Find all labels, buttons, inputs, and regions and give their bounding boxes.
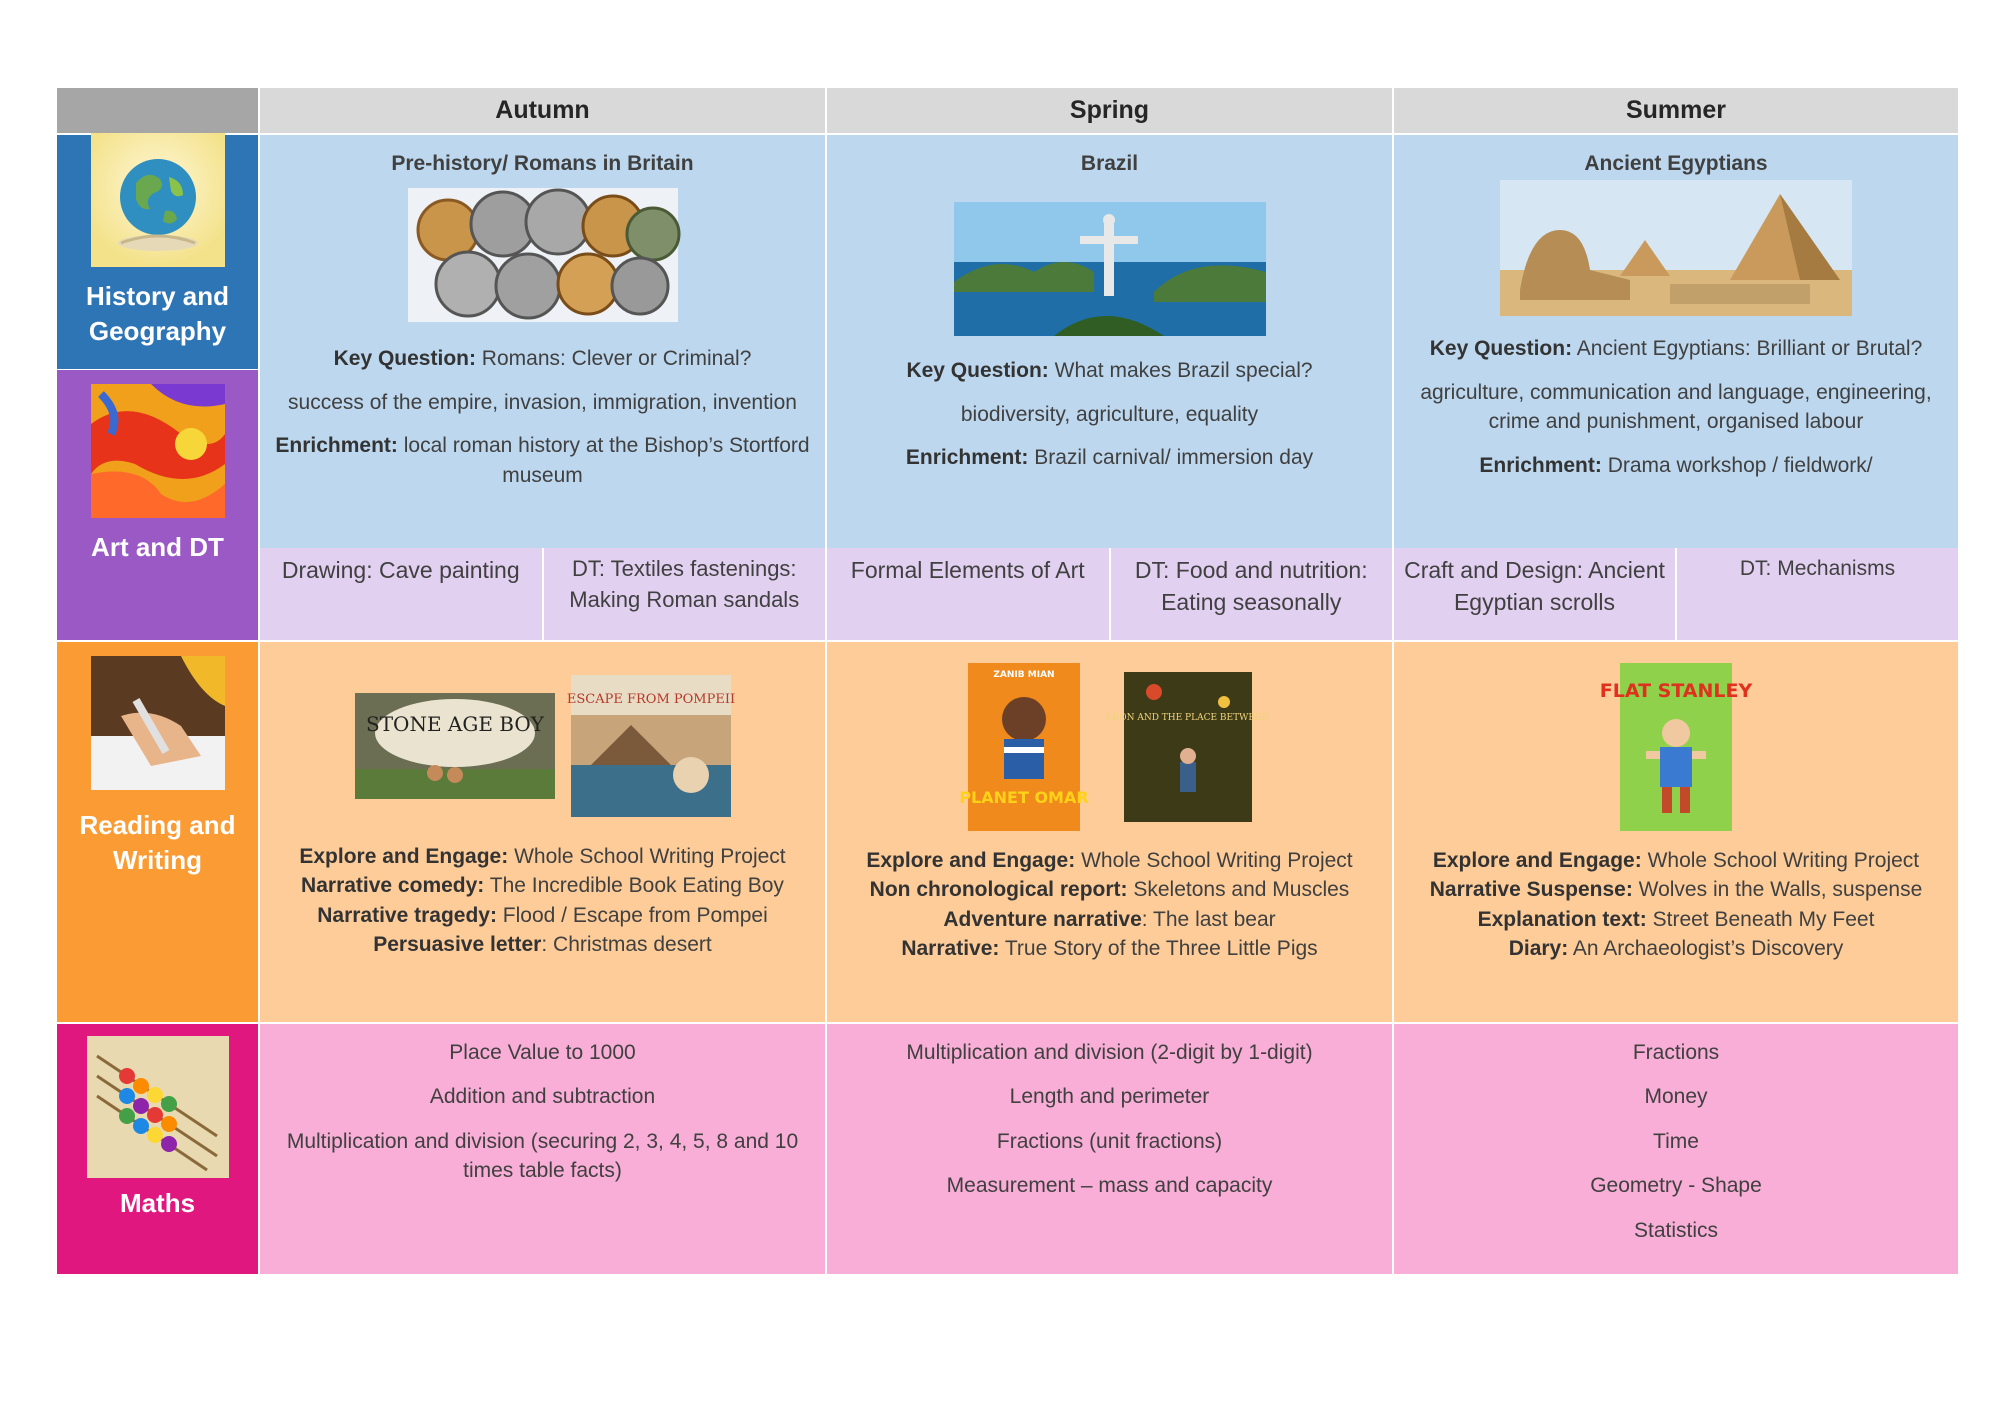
subject-maths xyxy=(57,1024,258,1274)
writing-hand-image xyxy=(91,656,225,790)
book-covers xyxy=(270,676,815,816)
reading-label: Narrative comedy: xyxy=(301,874,485,898)
subject-label-reading: Reading and Writing xyxy=(79,810,236,876)
book-cover-stone-age-boy xyxy=(355,693,555,799)
key-question-label: Key Question: xyxy=(1429,337,1573,361)
reading-line xyxy=(270,842,815,871)
book-title-stanley: FLAT STANLEY xyxy=(1599,680,1753,702)
subject-label-maths: Maths xyxy=(119,1188,196,1218)
concepts-text: success of the empire, invasion, immigration, invention xyxy=(288,390,797,414)
concepts-text: biodiversity, agriculture, equality xyxy=(960,402,1259,426)
reading-label: Non chronological report: xyxy=(869,878,1128,902)
art-summer-dt: DT: Mechanisms xyxy=(1677,548,1958,640)
art-summer-art: Craft and Design: Ancient Egyptian scrolls xyxy=(1394,548,1675,640)
reading-text: True Story of the Three Little Pigs xyxy=(999,937,1318,961)
reading-autumn-cell xyxy=(260,642,825,1022)
book-title-omar: PLANET OMAR xyxy=(958,788,1089,807)
art-autumn-art: Drawing: Cave painting xyxy=(260,548,542,640)
maths-spring-cell xyxy=(827,1024,1392,1274)
reading-text: Street Beneath My Feet xyxy=(1646,907,1875,931)
reading-text: : Christmas desert xyxy=(541,933,712,957)
reading-line xyxy=(1404,846,1948,875)
curriculum-grid xyxy=(57,88,1952,548)
key-question-text: Ancient Egyptians: Brilliant or Brutal? xyxy=(1572,337,1923,361)
art-autumn-dt: DT: Textiles fastenings: Making Roman sandals xyxy=(544,548,826,640)
reading-text: Whole School Writing Project xyxy=(1641,849,1920,872)
reading-text: The Incredible Book Eating Boy xyxy=(484,874,784,898)
book-covers xyxy=(837,662,1382,832)
book-cover-planet-omar xyxy=(958,663,1089,831)
enrichment-label: Enrichment: xyxy=(275,434,398,458)
book-cover-leon xyxy=(1106,672,1269,822)
reading-text: Whole School Writing Project xyxy=(508,845,786,868)
history-autumn-cell xyxy=(260,135,825,548)
header-summer: Summer xyxy=(1394,88,1958,133)
subject-art-dt-panel xyxy=(57,370,258,640)
reading-line xyxy=(270,930,815,959)
reading-line xyxy=(837,846,1382,875)
concepts-text: agriculture, communication and language, engineering, crime and punishment, organised labour xyxy=(1420,380,1932,434)
maths-topic: Time xyxy=(1653,1129,1699,1153)
history-spring-cell xyxy=(827,135,1392,548)
brazil-christ-redeemer-image xyxy=(954,202,1266,336)
abacus-image xyxy=(87,1036,229,1178)
maths-topic: Geometry - Shape xyxy=(1590,1174,1762,1198)
subject-label-art: Art and DT xyxy=(91,532,224,562)
maths-topic: Place Value to 1000 xyxy=(449,1041,636,1064)
art-autumn-cell xyxy=(260,548,825,640)
reading-line xyxy=(837,875,1382,904)
key-question-label: Key Question: xyxy=(906,359,1049,383)
reading-label: Narrative: xyxy=(901,937,1000,961)
art-spring-cell xyxy=(827,548,1392,640)
art-spring-dt: DT: Food and nutrition: Eating seasonally xyxy=(1111,548,1393,640)
reading-line xyxy=(1404,934,1948,963)
paint-image xyxy=(91,384,225,518)
enrichment-label: Enrichment: xyxy=(1479,453,1602,477)
header-autumn: Autumn xyxy=(260,88,825,133)
reading-text: Wolves in the Walls, suspense xyxy=(1632,878,1923,902)
enrichment-text: Drama workshop / fieldwork/ xyxy=(1601,453,1873,477)
pyramids-sphinx-image xyxy=(1500,180,1852,316)
reading-text: An Archaeologist’s Discovery xyxy=(1568,937,1844,961)
subject-label-history: History and Geography xyxy=(85,280,230,346)
art-row xyxy=(260,548,1952,640)
reading-line xyxy=(270,901,815,930)
reading-line xyxy=(837,934,1382,963)
maths-topic: Statistics xyxy=(1633,1218,1719,1242)
maths-row xyxy=(57,1024,1952,1272)
reading-summer-cell xyxy=(1394,642,1958,1022)
reading-label: Explore and Engage: xyxy=(299,845,509,868)
book-author-omar: ZANIB MIAN xyxy=(992,670,1055,680)
header-spring: Spring xyxy=(827,88,1392,133)
maths-topic: Measurement – mass and capacity xyxy=(946,1174,1273,1198)
maths-autumn-cell xyxy=(260,1024,825,1274)
reading-label: Diary: xyxy=(1508,937,1569,961)
reading-text: Flood / Escape from Pompei xyxy=(496,903,768,927)
reading-line xyxy=(270,871,815,900)
topic-title: Ancient Egyptians xyxy=(1584,152,1768,175)
book-covers xyxy=(1404,662,1948,832)
maths-summer-cell xyxy=(1394,1024,1958,1274)
roman-coins-image xyxy=(408,188,678,322)
book-title-stone-age: STONE AGE BOY xyxy=(365,712,544,736)
reading-spring-cell xyxy=(827,642,1392,1022)
book-title-pompeii: ESCAPE FROM POMPEII xyxy=(566,692,735,707)
book-cover-flat-stanley xyxy=(1599,663,1753,831)
maths-topic: Length and perimeter xyxy=(1009,1085,1210,1109)
reading-line xyxy=(837,905,1382,934)
enrichment-text: Brazil carnival/ immersion day xyxy=(1028,446,1314,470)
reading-text: : The last bear xyxy=(1141,907,1276,931)
reading-line xyxy=(1404,905,1948,934)
maths-topic: Multiplication and division (securing 2, 3, 4, 5, 8 and 10 times table facts) xyxy=(286,1129,799,1183)
reading-line xyxy=(1404,875,1948,904)
maths-topic: Multiplication and division (2-digit by 1-digit) xyxy=(906,1041,1313,1064)
history-summer-cell xyxy=(1394,135,1958,548)
subject-reading-writing xyxy=(57,642,258,1022)
reading-label: Narrative Suspense: xyxy=(1429,878,1633,902)
book-title-leon: LEON AND THE PLACE BETWEEN xyxy=(1106,713,1269,723)
reading-text: Skeletons and Muscles xyxy=(1127,878,1350,902)
topic-title: Pre-history/ Romans in Britain xyxy=(391,152,694,175)
reading-row xyxy=(57,642,1952,1022)
key-question-label: Key Question: xyxy=(333,347,476,371)
reading-label: Narrative tragedy: xyxy=(317,903,497,927)
reading-label: Persuasive letter xyxy=(373,933,542,957)
reading-label: Explore and Engage: xyxy=(1432,849,1642,872)
book-cover-escape-from-pompeii xyxy=(566,675,735,817)
globe-image xyxy=(91,133,225,267)
art-spring-art: Formal Elements of Art xyxy=(827,548,1109,640)
maths-topic: Fractions (unit fractions) xyxy=(996,1129,1223,1153)
key-question-text: Romans: Clever or Criminal? xyxy=(475,347,752,371)
maths-topic: Money xyxy=(1644,1085,1708,1109)
maths-topic: Addition and subtraction xyxy=(429,1085,656,1109)
corner-cell xyxy=(57,88,258,133)
enrichment-label: Enrichment: xyxy=(905,446,1029,470)
reading-label: Explanation text: xyxy=(1477,907,1647,931)
maths-topic: Fractions xyxy=(1632,1041,1720,1064)
enrichment-text: local roman history at the Bishop’s Stortford museum xyxy=(397,434,810,487)
subject-history-geography xyxy=(57,135,258,369)
key-question-text: What makes Brazil special? xyxy=(1048,359,1313,383)
art-summer-cell xyxy=(1394,548,1958,640)
reading-label: Adventure narrative xyxy=(943,907,1142,931)
topic-title: Brazil xyxy=(1080,152,1139,175)
reading-text: Whole School Writing Project xyxy=(1075,849,1353,872)
reading-label: Explore and Engage: xyxy=(866,849,1076,872)
